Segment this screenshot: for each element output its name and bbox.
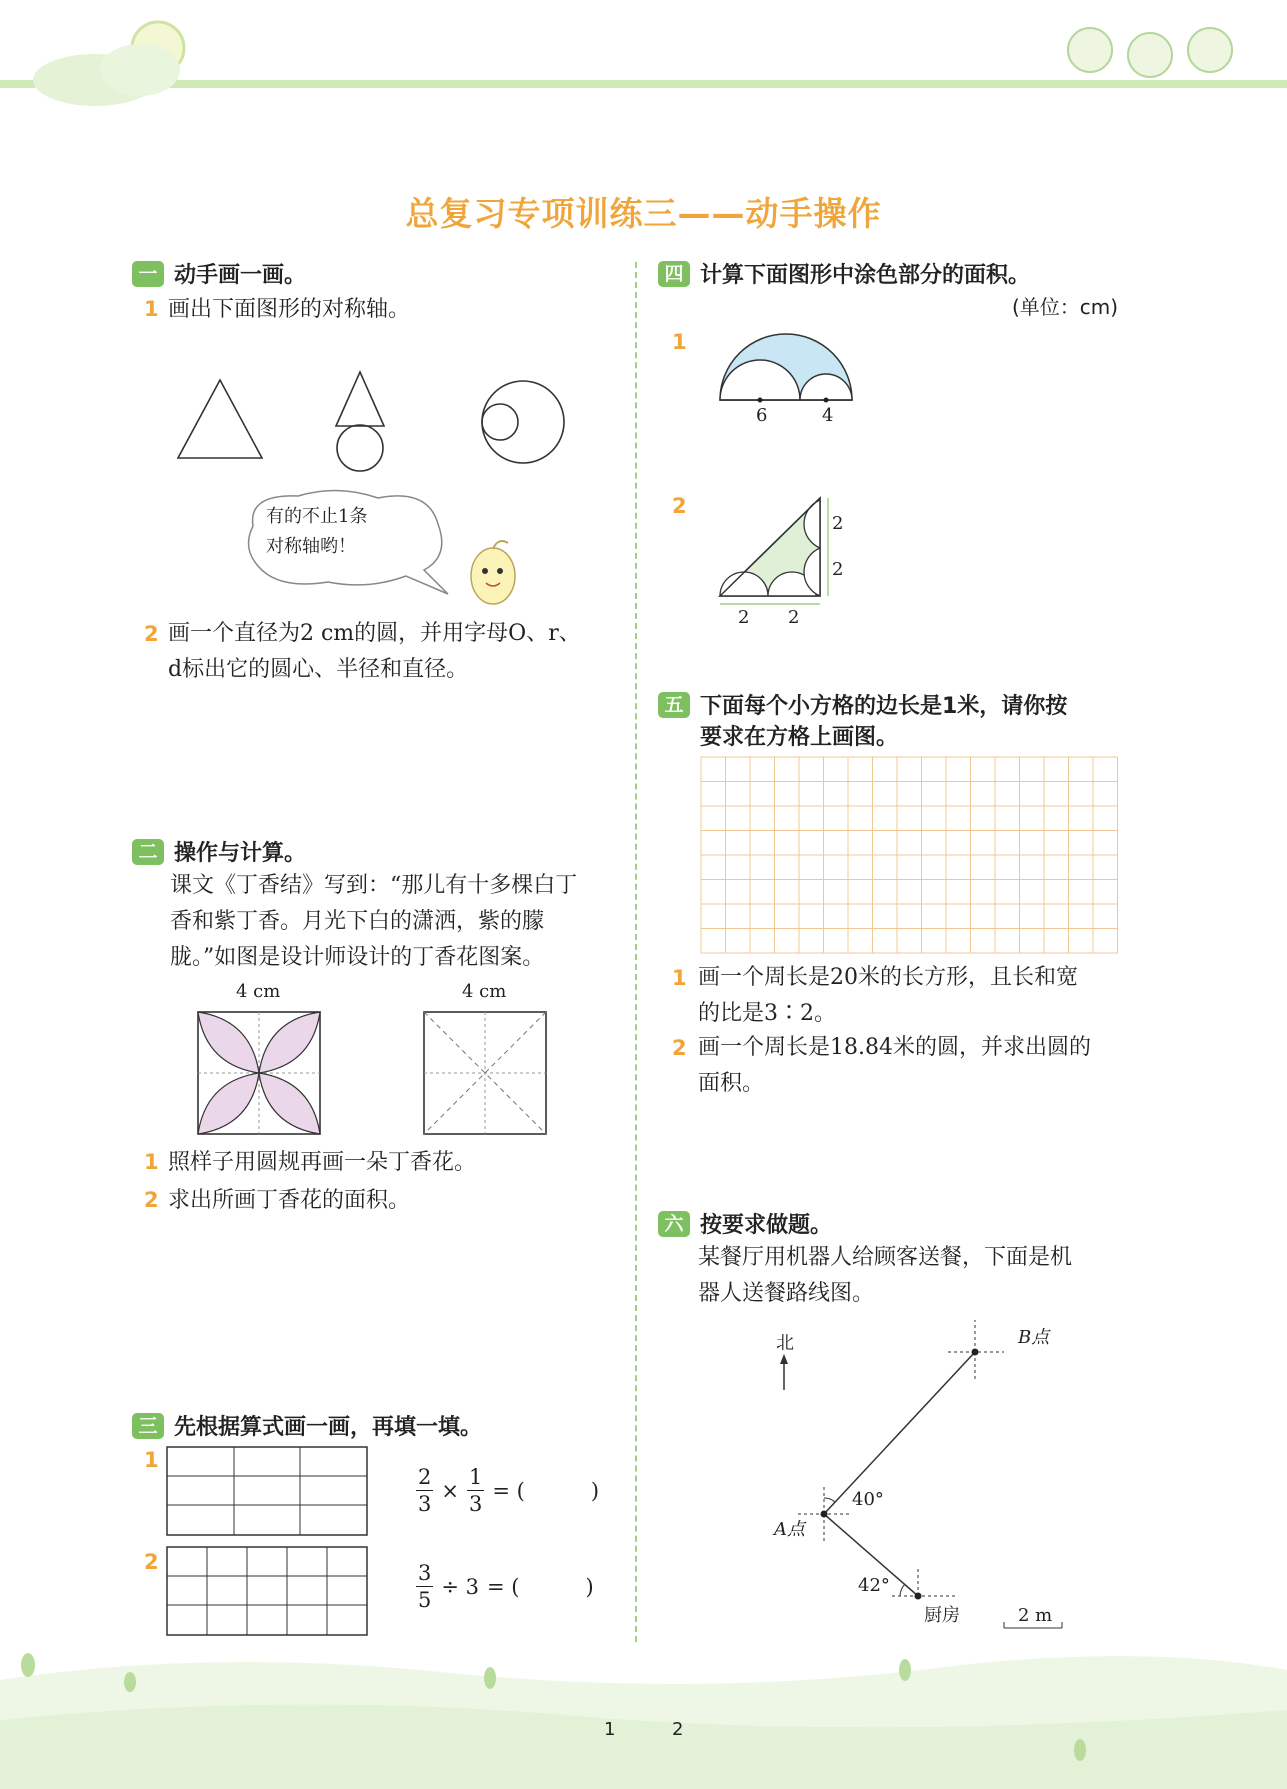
column-divider bbox=[635, 262, 637, 1642]
s2-q2-text: 求出所画丁香花的面积。 bbox=[168, 1188, 411, 1213]
section-6-badge: 六 bbox=[658, 1211, 690, 1237]
section-5-title: 下面每个小方格的边长是1米，请你按 bbox=[700, 694, 1068, 719]
section-6-title: 按要求做题。 bbox=[700, 1213, 833, 1238]
point-a-label: A点 bbox=[774, 1519, 805, 1540]
angle-40-label: 40° bbox=[852, 1489, 884, 1510]
section-3-badge: 三 bbox=[132, 1413, 164, 1439]
lilac-pattern-example bbox=[196, 1010, 326, 1136]
section-2-title: 操作与计算。 bbox=[174, 841, 307, 866]
north-label: 北 bbox=[776, 1333, 794, 1354]
s3-q1-number: 1 bbox=[144, 1448, 159, 1472]
s1-q1-number: 1 bbox=[144, 297, 159, 321]
section-5-heading bbox=[658, 689, 1067, 720]
triangle-bottom-label-1: 2 bbox=[738, 607, 750, 628]
triangle-right-label-1: 2 bbox=[832, 513, 844, 534]
eq1-b-num: 1 bbox=[468, 1465, 483, 1489]
s5-q2-line1: 画一个周长是18.84米的圆，并求出圆的 bbox=[698, 1035, 1091, 1060]
s2-q1-text: 照样子用圆规再画一朵丁香花。 bbox=[168, 1150, 477, 1175]
s5-q2-number: 2 bbox=[672, 1036, 687, 1060]
section-1-title: 动手画一画。 bbox=[174, 263, 307, 288]
point-b-label: B点 bbox=[1018, 1327, 1050, 1348]
section-5-badge: 五 bbox=[658, 692, 690, 718]
s2-line1: 课文《丁香结》写到：“那儿有十多棵白丁 bbox=[170, 873, 578, 898]
page-number-right: 2 bbox=[672, 1719, 684, 1740]
s5-q2-line2: 面积。 bbox=[698, 1071, 765, 1096]
s2-q2-number: 2 bbox=[144, 1188, 159, 1212]
eq1-b-den: 3 bbox=[468, 1492, 483, 1516]
square-grid[interactable] bbox=[700, 756, 1120, 956]
eq1-op: × bbox=[441, 1478, 459, 1503]
section-2-heading bbox=[132, 836, 306, 867]
equation-1 bbox=[416, 1464, 599, 1517]
section-3-title: 先根据算式画一画，再填一填。 bbox=[174, 1415, 483, 1440]
angle-42-label: 42° bbox=[858, 1575, 890, 1596]
s4-q1-number: 1 bbox=[672, 330, 687, 354]
section-4-heading bbox=[658, 258, 1030, 289]
header-decoration bbox=[0, 0, 1287, 110]
section-4-badge: 四 bbox=[658, 261, 690, 287]
triangle-right-label-2: 2 bbox=[832, 559, 844, 580]
s5-q1-line1: 画一个周长是20米的长方形，且长和宽 bbox=[698, 965, 1078, 990]
s3-q2-number: 2 bbox=[144, 1550, 159, 1574]
small-triangle-shape bbox=[336, 372, 384, 426]
triangle-figure bbox=[712, 492, 852, 622]
section-2-badge: 二 bbox=[132, 839, 164, 865]
kitchen-label: 厨房 bbox=[924, 1605, 960, 1626]
footer-decoration bbox=[0, 1640, 1287, 1789]
section-1-heading bbox=[132, 258, 306, 289]
semicircle-label-4: 4 bbox=[822, 405, 834, 426]
s1-q2-line2: d标出它的圆心、半径和直径。 bbox=[168, 657, 469, 682]
eq2-close: ) bbox=[585, 1574, 594, 1599]
eq2-equals: = ( bbox=[487, 1574, 520, 1599]
section-1-badge: 一 bbox=[132, 261, 164, 287]
scale-label: 2 m bbox=[1018, 1605, 1053, 1626]
grid-5x3[interactable] bbox=[166, 1546, 370, 1638]
grid-3x3[interactable] bbox=[166, 1446, 370, 1538]
s1-q2-number: 2 bbox=[144, 622, 159, 646]
route-map bbox=[760, 1320, 1090, 1640]
eq2-op: ÷ 3 bbox=[441, 1574, 480, 1599]
s6-line1: 某餐厅用机器人给顾客送餐，下面是机 bbox=[698, 1245, 1073, 1270]
eq1-close: ) bbox=[590, 1478, 600, 1503]
big-circle-shape bbox=[482, 381, 564, 463]
dim-label-2: 4 cm bbox=[462, 981, 507, 1002]
section-6-heading bbox=[658, 1208, 832, 1239]
eq2-a-den: 5 bbox=[418, 1588, 432, 1612]
s6-line2: 器人送餐路线图。 bbox=[698, 1281, 875, 1306]
unit-label: (单位：cm) bbox=[1012, 295, 1119, 319]
s5-q1-number: 1 bbox=[672, 966, 687, 990]
s2-q1-number: 1 bbox=[144, 1150, 159, 1174]
s5-q1-line2: 的比是3∶2。 bbox=[698, 1001, 836, 1026]
page-number-left: 1 bbox=[604, 1719, 616, 1740]
semicircle-label-6: 6 bbox=[756, 405, 768, 426]
inner-circle-shape bbox=[482, 404, 518, 440]
triangle-bottom-label-2: 2 bbox=[788, 607, 800, 628]
section-5-title-line2: 要求在方格上画图。 bbox=[700, 725, 899, 750]
circle-shape bbox=[337, 425, 383, 471]
equation-2 bbox=[416, 1560, 594, 1613]
dim-label-1: 4 cm bbox=[236, 981, 281, 1002]
s1-q2-line1: 画一个直径为2 cm的圆，并用字母O、r、 bbox=[168, 621, 581, 646]
bubble-text-line2: 对称轴哟！ bbox=[266, 536, 356, 557]
triangle-shape bbox=[178, 380, 262, 458]
page-title: 总复习专项训练三——动手操作 bbox=[405, 194, 882, 233]
eq1-a-num: 2 bbox=[418, 1465, 432, 1489]
section-4-title: 计算下面图形中涂色部分的面积。 bbox=[700, 263, 1031, 288]
eq2-a-num: 3 bbox=[418, 1561, 432, 1585]
s1-q1-text: 画出下面图形的对称轴。 bbox=[168, 297, 411, 322]
mascot-icon bbox=[471, 541, 515, 604]
eq1-equals: = ( bbox=[492, 1478, 525, 1503]
lilac-pattern-blank bbox=[422, 1010, 552, 1136]
semicircle-figure bbox=[712, 328, 862, 428]
section-3-heading bbox=[132, 1410, 482, 1441]
s2-line3: 胧。”如图是设计师设计的丁香花图案。 bbox=[170, 945, 545, 970]
bubble-text-line1: 有的不止1条 bbox=[266, 506, 368, 527]
symmetry-shapes bbox=[160, 360, 580, 480]
s2-line2: 香和紫丁香。月光下白的潇洒，紫的朦 bbox=[170, 909, 545, 934]
s4-q2-number: 2 bbox=[672, 494, 687, 518]
eq1-a-den: 3 bbox=[418, 1492, 432, 1516]
